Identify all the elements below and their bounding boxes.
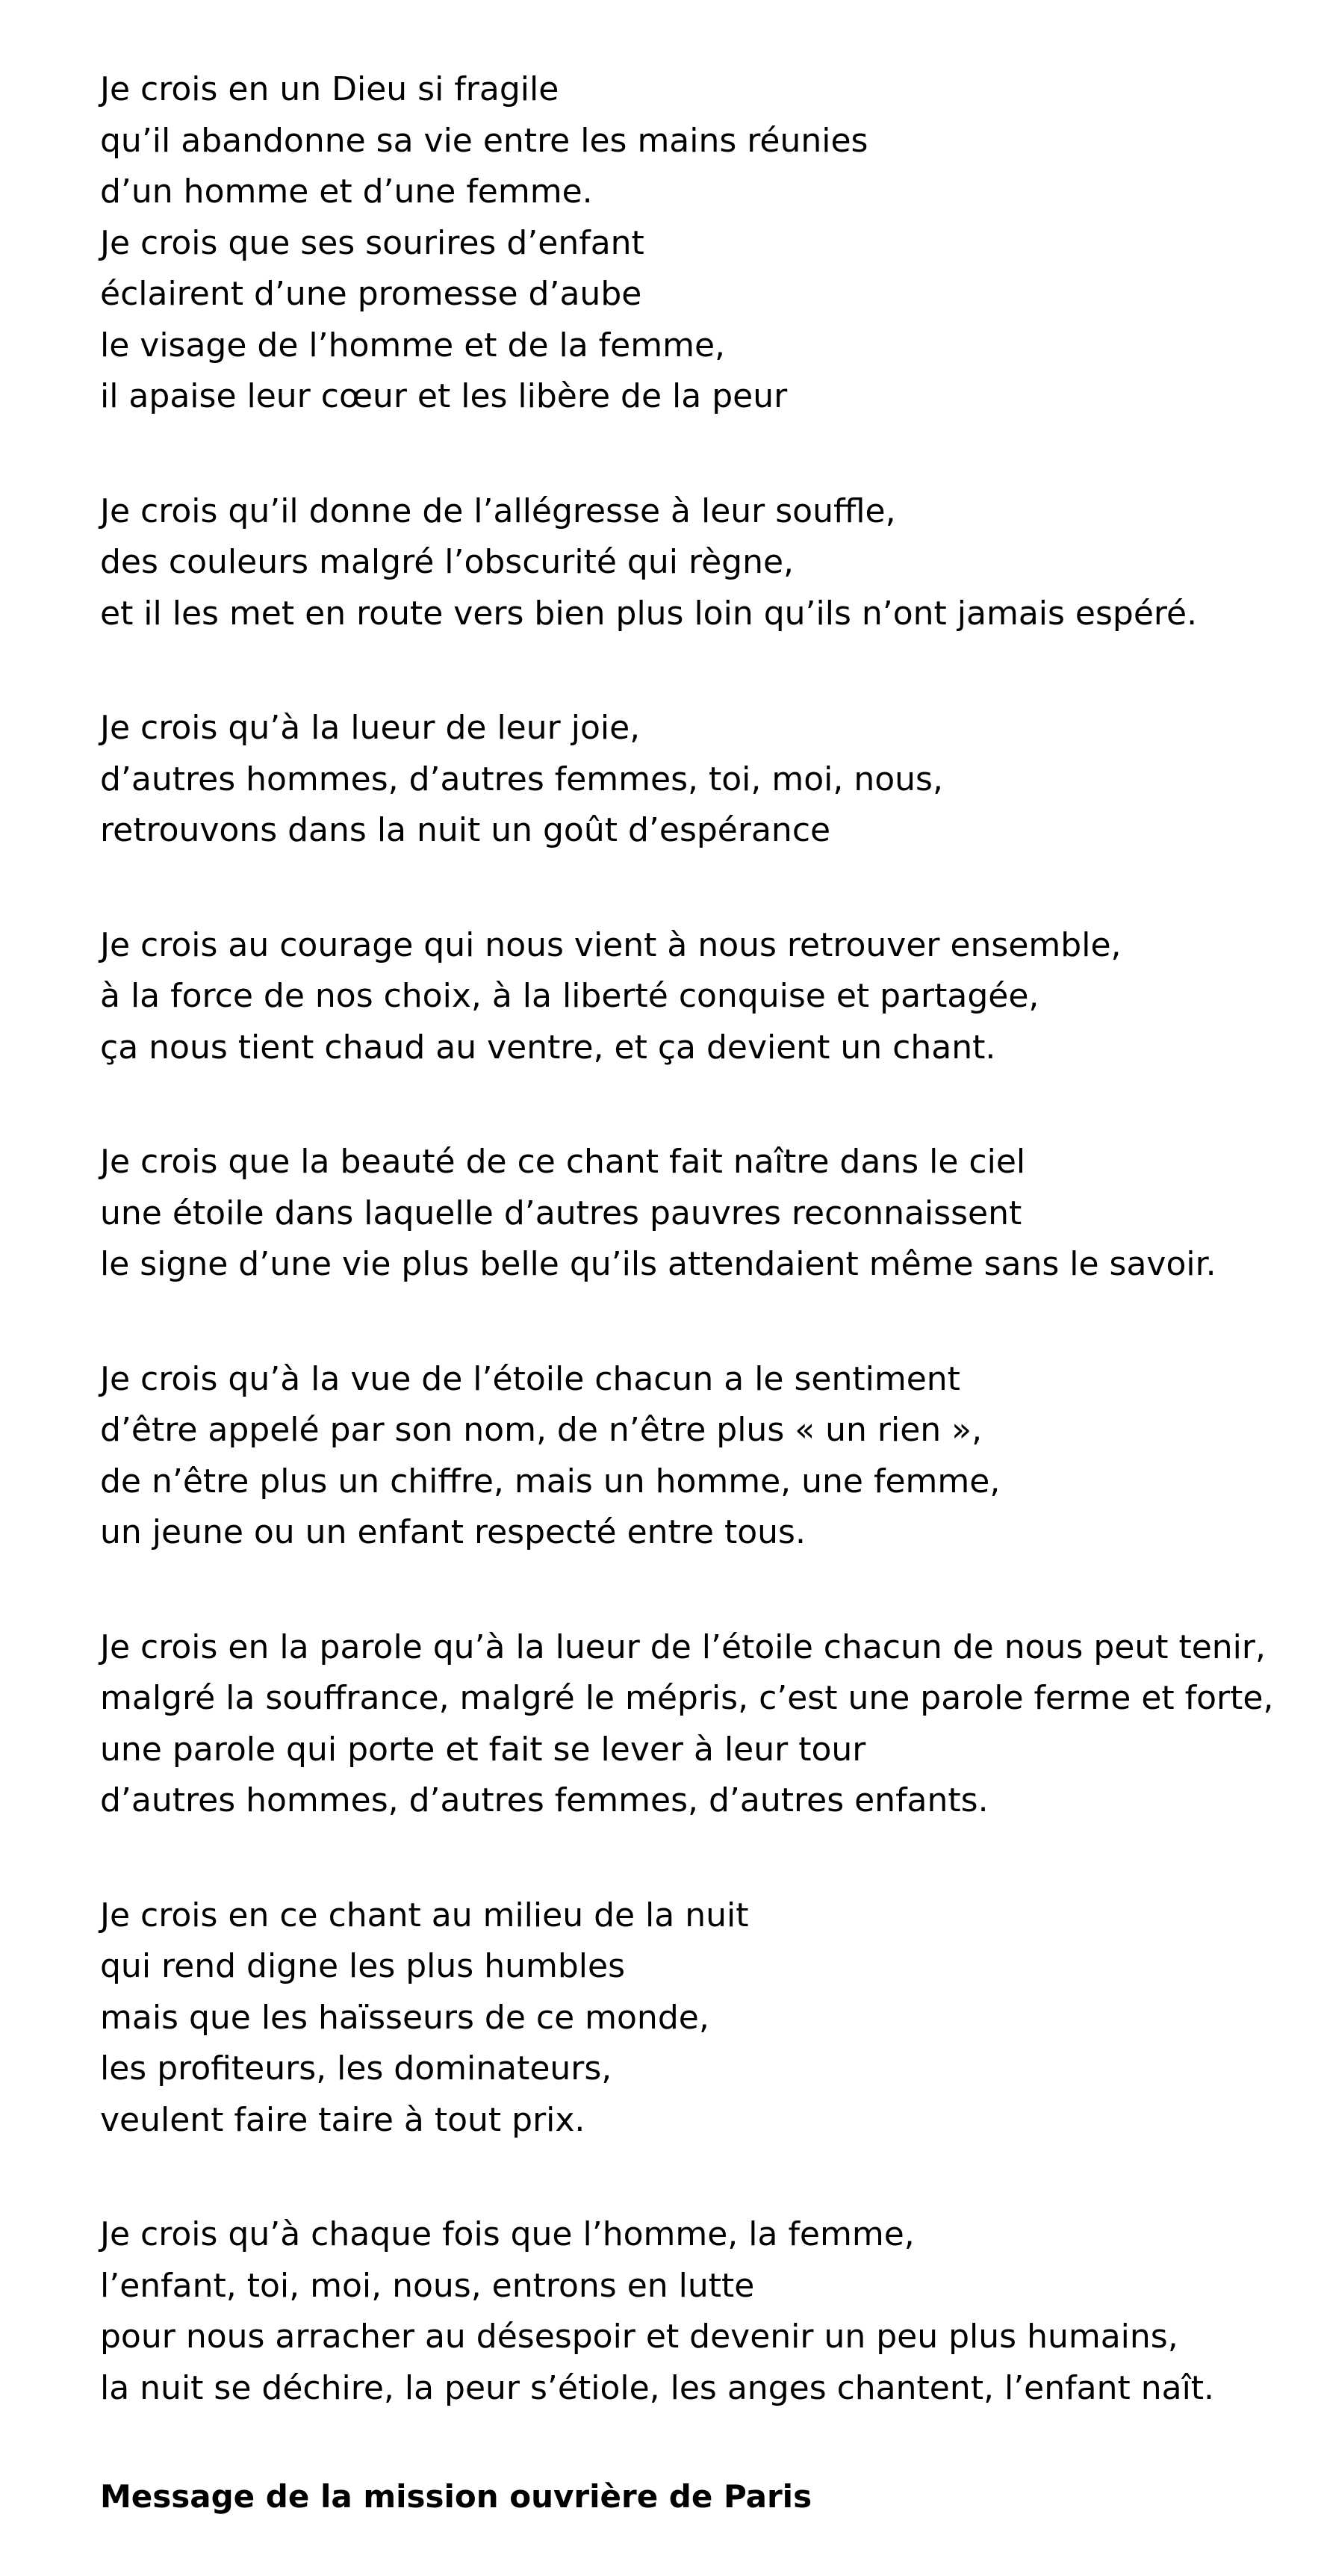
stanza-6 <box>100 1354 1265 1559</box>
stanza-3 <box>100 703 1265 857</box>
poem-line: le visage de l’homme et de la femme, <box>100 326 726 364</box>
poem-line: ça nous tient chaud au ventre, et ça devient un chant. <box>100 1028 996 1067</box>
poem-line: Je crois qu’à la vue de l’étoile chacun a le sentiment <box>100 1359 960 1398</box>
stanza-8 <box>100 1890 1265 2147</box>
poem-line: à la force de nos choix, à la liberté conquise et partagée, <box>100 977 1039 1015</box>
poem-line: la nuit se déchire, la peur s’étiole, les anges chantent, l’enfant naît. <box>100 2368 1215 2407</box>
poem-line: l’enfant, toi, moi, nous, entrons en lutte <box>100 2266 755 2305</box>
poem-line: Je crois que la beauté de ce chant fait naître dans le ciel <box>100 1143 1026 1181</box>
poem-line: une parole qui porte et fait se lever à leur tour <box>100 1730 866 1769</box>
poem-line: Je crois qu’à chaque fois que l’homme, la femme, <box>100 2215 915 2253</box>
poem-line: malgré la souffrance, malgré le mépris, c’est une parole ferme et forte, <box>100 1679 1274 1717</box>
poem-page <box>100 64 1274 2522</box>
poem-line: d’un homme et d’une femme. <box>100 173 593 211</box>
poem-line: mais que les haïsseurs de ce monde, <box>100 1998 709 2037</box>
poem-line: le signe d’une vie plus belle qu’ils attendaient même sans le savoir. <box>100 1245 1216 1283</box>
signature: Message de la mission ouvrière de Paris <box>100 2478 812 2515</box>
poem-line: Je crois qu’il donne de l’allégresse à leur souffle, <box>100 491 896 530</box>
poem-line: d’autres hommes, d’autres femmes, toi, moi, nous, <box>100 760 943 798</box>
poem-line: Je crois au courage qui nous vient à nous retrouver ensemble, <box>100 925 1122 964</box>
poem-line: Je crois qu’à la lueur de leur joie, <box>100 709 641 747</box>
poem-line: un jeune ou un enfant respecté entre tous. <box>100 1513 806 1551</box>
poem-line: retrouvons dans la nuit un goût d’espérance <box>100 811 831 849</box>
poem-line: veulent faire taire à tout prix. <box>100 2100 585 2139</box>
poem-line: Je crois en ce chant au milieu de la nuit <box>100 1896 749 1934</box>
stanza-5 <box>100 1137 1265 1291</box>
stanza-9 <box>100 2209 1265 2414</box>
poem-line: Je crois en un Dieu si fragile <box>100 70 559 108</box>
poem-line: d’autres hommes, d’autres femmes, d’autres enfants. <box>100 1781 989 1819</box>
poem-line: pour nous arracher au désespoir et devenir un peu plus humains, <box>100 2318 1178 2356</box>
poem-line: il apaise leur cœur et les libère de la peur <box>100 377 788 415</box>
poem-line: qui rend digne les plus humbles <box>100 1947 625 1985</box>
poem-line: Je crois en la parole qu’à la lueur de l’étoile chacun de nous peut tenir, <box>100 1627 1266 1666</box>
poem-line: Je crois que ses sourires d’enfant <box>100 223 644 262</box>
poem-line: des couleurs malgré l’obscurité qui règne, <box>100 543 795 581</box>
poem-line: d’être appelé par son nom, de n’être plus « un rien », <box>100 1411 983 1449</box>
poem-line: de n’être plus un chiffre, mais un homme, une femme, <box>100 1462 1001 1500</box>
stanza-1 <box>100 64 1265 423</box>
stanza-2 <box>100 486 1265 640</box>
poem-line: et il les met en route vers bien plus loin qu’ils n’ont jamais espéré. <box>100 594 1198 633</box>
stanza-4 <box>100 920 1265 1074</box>
poem-line: éclairent d’une promesse d’aube <box>100 275 642 313</box>
poem-line: qu’il abandonne sa vie entre les mains réunies <box>100 121 868 160</box>
poem-line: les profiteurs, les dominateurs, <box>100 2049 612 2088</box>
stanza-7 <box>100 1622 1274 1827</box>
poem-line: une étoile dans laquelle d’autres pauvres reconnaissent <box>100 1194 1022 1232</box>
